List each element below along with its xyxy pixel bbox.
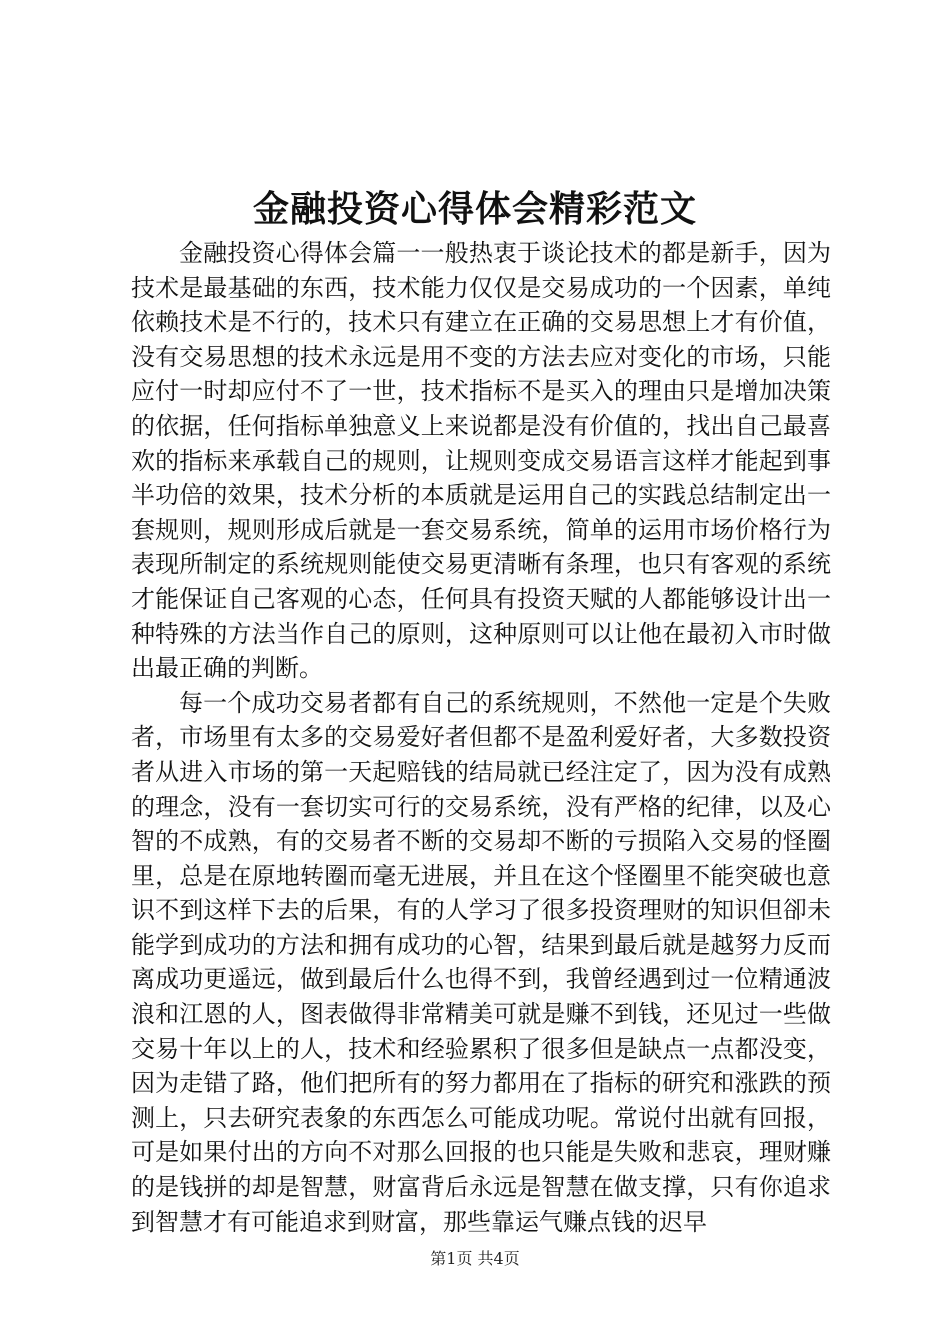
document-title: 金融投资心得体会精彩范文: [252, 188, 697, 230]
paragraph-1: 金融投资心得体会篇一一般热衷于谈论技术的都是新手，因为技术是最基础的东西，技术能力仅仅是交易成功的一个因素，单纯依赖技术是不行的，技术只有建立在正确的交易思想上才有价值，没有交易思想的技术永远是用不变的方法去应对变化的市场，只能应付一时却应付不了一世，技术指标不是买入的理由只是增加决策的依据，任何指标单独意义上来说都是没有价值的，找出自己最喜欢的指标来承载自己的规则，让规则变成交易语言这样才能起到事半功倍的效果，技术分析的本质就是运用自己的实践总结制定出一套规则，规则形成后就是一套交易系统，简单的运用市场价格行为表现所制定的系统规则能使交易更清晰有条理，也只有客观的系统才能保证自己客观的心态，任何具有投资天赋的人都能够设计出一种特殊的方法当作自己的原则，这种原则可以让他在最初入市时做出最正确的判断。: [131, 239, 831, 683]
document-body: [131, 236, 831, 1239]
paragraph-2: 每一个成功交易者都有自己的系统规则，不然他一定是个失败者，市场里有太多的交易爱好者但都不是盈利爱好者，大多数投资者从进入市场的第一天起赔钱的结局就已经注定了，因为没有成熟的理念，没有一套切实可行的交易系统，没有严格的纪律，以及心智的不成熟，有的交易者不断的交易却不断的亏损陷入交易的怪圈里，总是在原地转圈而毫无进展，并且在这个怪圈里不能突破也意识不到这样下去的后果，有的人学习了很多投资理财的知识但卻未能学到成功的方法和拥有成功的心智，结果到最后就是越努力反而离成功更遥远，做到最后什么也得不到，我曾经遇到过一位精通波浪和江恩的人，图表做得非常精美可就是赚不到钱，还见过一些做交易十年以上的人，技术和经验累积了很多但是缺点一点都没变，因为走错了路，他们把所有的努力都用在了指标的研究和涨跌的预测上，只去研究表象的东西怎么可能成功呢。常说付出就有回报，可是如果付出的方向不对那么回报的也只能是失败和悲哀，理财赚的是钱拼的却是智慧，财富背后永远是智慧在做支撑，只有你追求到智慧才有可能追求到财富，那些靠运气赚点钱的迟早: [131, 688, 831, 1236]
page-number-footer: 第1页 共4页: [430, 1249, 520, 1268]
